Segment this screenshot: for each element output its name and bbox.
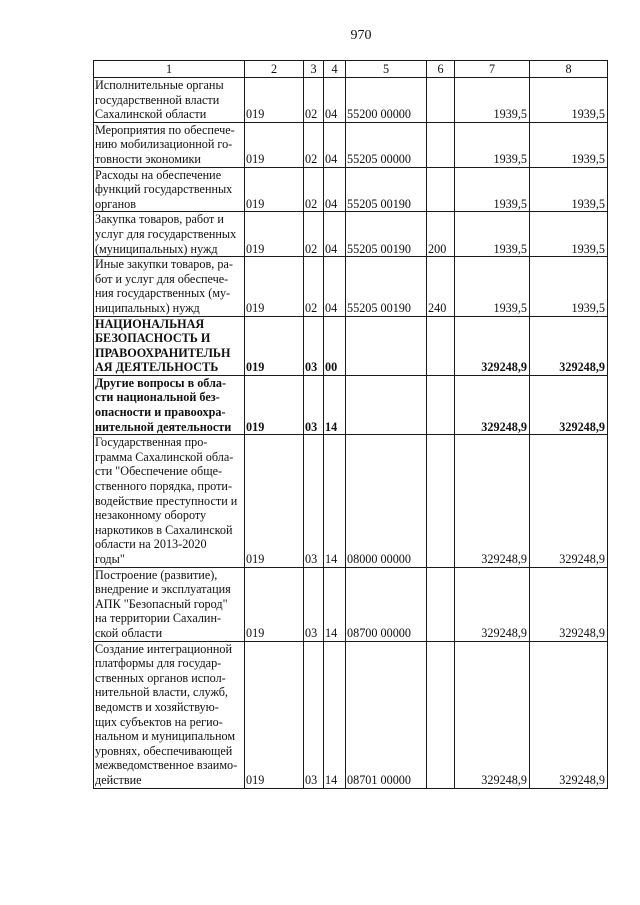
- code-cell: [245, 435, 304, 567]
- table-row: [94, 316, 608, 375]
- amount-cell-text: 1939,5: [493, 300, 527, 315]
- row-name-cell: [94, 375, 245, 434]
- table-row: [94, 375, 608, 434]
- row-name-cell-text: Закупка товаров, работ и услуг для государственных (муниципальных) нужд: [95, 212, 237, 256]
- subsection-cell-text: 04: [325, 107, 338, 122]
- table-row: [94, 435, 608, 567]
- code-cell-text: 019: [246, 196, 265, 211]
- amount-cell: [455, 567, 530, 641]
- amount-cell-text: 1939,5: [493, 151, 527, 166]
- table-row: [94, 212, 608, 257]
- expense-type-cell: [427, 212, 455, 257]
- row-name-cell-text: Другие вопросы в обла- сти национальной без- опасности и правоохра- нительной деятельности: [95, 375, 232, 434]
- section-cell-text: 02: [305, 300, 318, 315]
- target-article-cell: [346, 257, 427, 316]
- target-article-cell: [346, 316, 427, 375]
- amount-cell: [530, 316, 608, 375]
- amount-cell: [455, 316, 530, 375]
- header-cell: 2: [245, 61, 304, 78]
- table-row: [94, 167, 608, 212]
- section-cell-text: 03: [305, 419, 318, 434]
- amount-cell: [530, 212, 608, 257]
- section-cell: [304, 375, 324, 434]
- subsection-cell: [324, 167, 346, 212]
- table-row: [94, 641, 608, 788]
- header-cell: 3: [304, 61, 324, 78]
- amount-cell-text: 329248,9: [481, 419, 527, 434]
- row-name-cell: [94, 435, 245, 567]
- code-cell: [245, 316, 304, 375]
- code-cell-text: 019: [246, 625, 265, 640]
- amount-cell-text: 329248,9: [481, 772, 527, 787]
- code-cell: [245, 167, 304, 212]
- section-cell-text: 03: [305, 552, 318, 566]
- code-cell: [245, 641, 304, 788]
- subsection-cell: [324, 375, 346, 434]
- subsection-cell: [324, 257, 346, 316]
- amount-cell: [530, 122, 608, 167]
- subsection-cell-text: 04: [325, 241, 338, 256]
- subsection-cell-text: 14: [325, 625, 338, 640]
- target-article-cell: [346, 122, 427, 167]
- section-cell: [304, 257, 324, 316]
- header-cell: 7: [455, 61, 530, 78]
- row-name-cell-text: НАЦИОНАЛЬНАЯ БЕЗОПАСНОСТЬ И ПРАВООХРАНИТЕЛЬН АЯ ДЕЯТЕЛЬНОСТЬ: [95, 316, 231, 375]
- row-name-cell: [94, 212, 245, 257]
- code-cell-text: 019: [246, 772, 265, 787]
- code-cell-text: 019: [246, 300, 265, 315]
- amount-cell: [455, 375, 530, 434]
- amount-cell: [455, 641, 530, 788]
- code-cell-text: 019: [246, 552, 265, 566]
- target-article-cell-text: 55205 00190: [347, 196, 411, 211]
- code-cell-text: 019: [246, 107, 265, 122]
- subsection-cell: [324, 641, 346, 788]
- amount-cell-text: 1939,5: [493, 196, 527, 211]
- amount-cell-text: 329248,9: [481, 552, 527, 566]
- code-cell: [245, 375, 304, 434]
- section-cell: [304, 122, 324, 167]
- section-cell: [304, 78, 324, 123]
- code-cell: [245, 212, 304, 257]
- amount-cell-text: 329248,9: [559, 419, 605, 434]
- expense-type-cell-text: 240: [428, 300, 447, 315]
- section-cell-text: 03: [305, 625, 318, 640]
- target-article-cell: [346, 567, 427, 641]
- target-article-cell: [346, 375, 427, 434]
- code-cell-text: 019: [246, 241, 265, 256]
- code-cell: [245, 78, 304, 123]
- row-name-cell: [94, 167, 245, 212]
- section-cell: [304, 316, 324, 375]
- expense-type-cell: [427, 122, 455, 167]
- row-name-cell-text: Расходы на обеспечение функций государственных органов: [95, 167, 233, 211]
- amount-cell-text: 1939,5: [571, 241, 605, 256]
- row-name-cell-text: Создание интеграционной платформы для государ- ственных органов испол- нительной власти, служб, ведомств и хозяйствую- щих субъектов на регио- нальном и муниципальном уровнях, обеспечивающей межведомственное взаимо- действие: [95, 641, 238, 787]
- amount-cell: [530, 641, 608, 788]
- row-name-cell-text: Построение (развитие), внедрение и эксплуатация АПК "Безопасный город" на территории Сахалин- ской области: [95, 567, 231, 640]
- header-cell: 1: [94, 61, 245, 78]
- section-cell: [304, 567, 324, 641]
- amount-cell: [530, 567, 608, 641]
- section-cell-text: 02: [305, 107, 318, 122]
- code-cell: [245, 122, 304, 167]
- amount-cell: [530, 167, 608, 212]
- expense-type-cell: [427, 167, 455, 212]
- page-number: 970: [350, 28, 372, 43]
- subsection-cell-text: 14: [325, 772, 338, 787]
- table-row: [94, 567, 608, 641]
- subsection-cell-text: 14: [325, 419, 338, 434]
- section-cell: [304, 641, 324, 788]
- header-cell: 6: [427, 61, 455, 78]
- budget-table: [93, 60, 608, 789]
- section-cell: [304, 435, 324, 567]
- row-name-cell: [94, 122, 245, 167]
- target-article-cell-text: 55205 00000: [347, 151, 411, 166]
- subsection-cell-text: 04: [325, 151, 338, 166]
- amount-cell-text: 329248,9: [559, 772, 605, 787]
- table-header-row: [94, 61, 608, 78]
- expense-type-cell: [427, 78, 455, 123]
- header-cell: 4: [324, 61, 346, 78]
- amount-cell: [530, 257, 608, 316]
- row-name-cell: [94, 257, 245, 316]
- section-cell-text: 02: [305, 151, 318, 166]
- target-article-cell: [346, 78, 427, 123]
- row-name-cell-text: Государственная про- грамма Сахалинской обла- сти "Обеспечение обще- ственного порядка, проти- водействие преступности и незаконному обороту наркотиков в Сахалинской области на 2013-2020 годы": [95, 435, 238, 566]
- target-article-cell-text: 08701 00000: [347, 772, 411, 787]
- code-cell-text: 019: [246, 360, 265, 375]
- amount-cell: [455, 122, 530, 167]
- target-article-cell: [346, 167, 427, 212]
- row-name-cell-text: Мероприятия по обеспече- нию мобилизационной го- товности экономики: [95, 122, 235, 166]
- amount-cell-text: 329248,9: [559, 625, 605, 640]
- target-article-cell-text: 55205 00190: [347, 300, 411, 315]
- expense-type-cell: [427, 567, 455, 641]
- section-cell-text: 03: [305, 772, 318, 787]
- expense-type-cell: [427, 316, 455, 375]
- amount-cell-text: 1939,5: [571, 107, 605, 122]
- row-name-cell: [94, 78, 245, 123]
- target-article-cell: [346, 641, 427, 788]
- amount-cell-text: 1939,5: [571, 196, 605, 211]
- amount-cell-text: 1939,5: [571, 300, 605, 315]
- amount-cell: [455, 78, 530, 123]
- subsection-cell-text: 00: [325, 360, 338, 375]
- amount-cell: [455, 212, 530, 257]
- row-name-cell-text: Иные закупки товаров, ра- бот и услуг для обеспече- ния государственных (му- ниципальных) нужд: [95, 257, 233, 315]
- amount-cell: [530, 435, 608, 567]
- subsection-cell: [324, 78, 346, 123]
- subsection-cell: [324, 435, 346, 567]
- subsection-cell: [324, 122, 346, 167]
- subsection-cell-text: 14: [325, 552, 338, 566]
- expense-type-cell: [427, 435, 455, 567]
- section-cell: [304, 212, 324, 257]
- table-row: [94, 78, 608, 123]
- row-name-cell: [94, 641, 245, 788]
- target-article-cell-text: 08700 00000: [347, 625, 411, 640]
- target-article-cell-text: 08000 00000: [347, 552, 411, 566]
- expense-type-cell-text: 200: [428, 241, 447, 256]
- code-cell-text: 019: [246, 419, 265, 434]
- amount-cell-text: 329248,9: [481, 625, 527, 640]
- amount-cell-text: 329248,9: [559, 360, 605, 375]
- expense-type-cell: [427, 375, 455, 434]
- subsection-cell: [324, 212, 346, 257]
- target-article-cell: [346, 212, 427, 257]
- section-cell-text: 02: [305, 196, 318, 211]
- code-cell: [245, 257, 304, 316]
- amount-cell-text: 1939,5: [493, 241, 527, 256]
- amount-cell-text: 329248,9: [559, 552, 605, 566]
- subsection-cell-text: 04: [325, 196, 338, 211]
- section-cell: [304, 167, 324, 212]
- subsection-cell: [324, 316, 346, 375]
- expense-type-cell: [427, 257, 455, 316]
- subsection-cell-text: 04: [325, 300, 338, 315]
- row-name-cell: [94, 316, 245, 375]
- code-cell-text: 019: [246, 151, 265, 166]
- target-article-cell: [346, 435, 427, 567]
- row-name-cell-text: Исполнительные органы государственной власти Сахалинской области: [95, 78, 224, 122]
- header-cell: 8: [530, 61, 608, 78]
- subsection-cell: [324, 567, 346, 641]
- amount-cell-text: 329248,9: [481, 360, 527, 375]
- expense-type-cell: [427, 641, 455, 788]
- amount-cell: [530, 375, 608, 434]
- table-row: [94, 122, 608, 167]
- amount-cell: [455, 435, 530, 567]
- section-cell-text: 03: [305, 360, 318, 375]
- target-article-cell-text: 55205 00190: [347, 241, 411, 256]
- section-cell-text: 02: [305, 241, 318, 256]
- amount-cell: [530, 78, 608, 123]
- code-cell: [245, 567, 304, 641]
- target-article-cell-text: 55200 00000: [347, 107, 411, 122]
- row-name-cell: [94, 567, 245, 641]
- amount-cell-text: 1939,5: [571, 151, 605, 166]
- table-row: [94, 257, 608, 316]
- amount-cell-text: 1939,5: [493, 107, 527, 122]
- amount-cell: [455, 257, 530, 316]
- amount-cell: [455, 167, 530, 212]
- header-cell: 5: [346, 61, 427, 78]
